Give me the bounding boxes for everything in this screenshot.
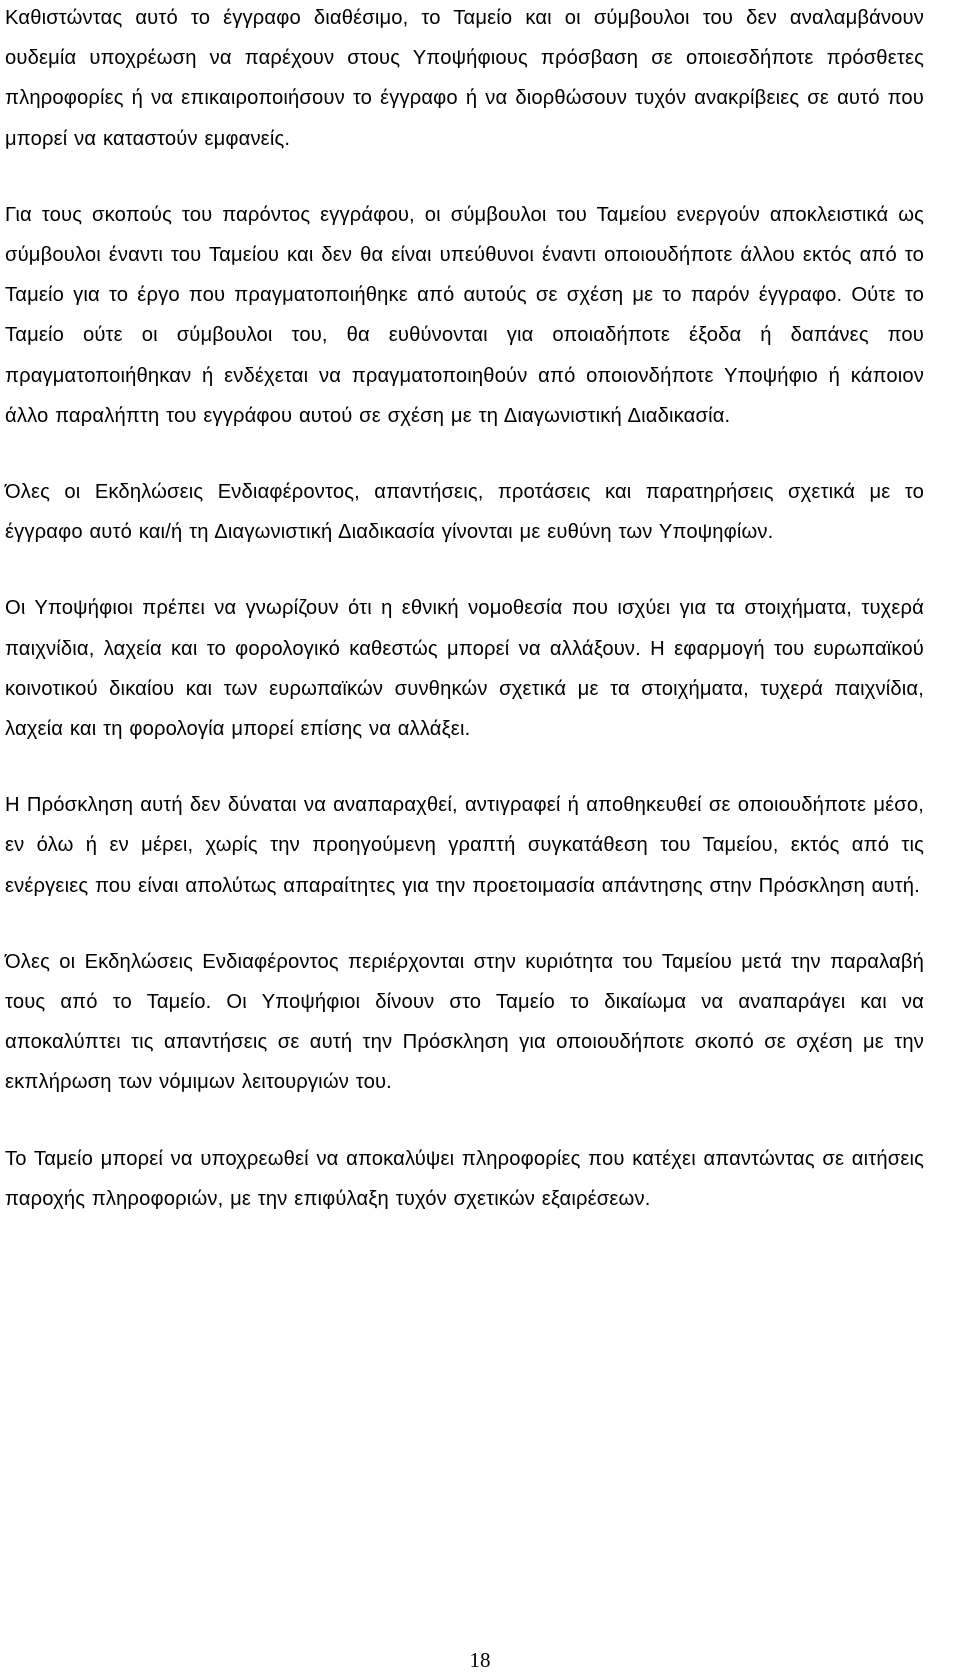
paragraph-advisors-liability: Για τους σκοπούς του παρόντος εγγράφου, οι σύμβουλοι του Ταμείου ενεργούν αποκλειστικά ως σύμβουλοι έναντι του Ταμείου και δεν θα είναι υπεύθυνοι έναντι οποιουδήποτε άλλου εκτός από το Ταμείο για το έργο που πραγματοποιήθηκε από αυτούς σε σχέση με το παρόν έγγραφο. Ούτε το Ταμείο ούτε οι σύμβουλοι του, θα ευθύνονται για οποιαδήποτε έξοδα ή δαπάνες που πραγματοποιήθηκαν ή ενδέχεται να πραγματοποιηθούν από οποιονδήποτε Υποψήφιο ή κάποιον άλλο παραλήπτη του εγγράφου αυτού σε σχέση με τη Διαγωνιστική Διαδικασία. [5,203,924,427]
page-number: 18 [469,1648,491,1672]
paragraph-ownership-of-submissions: Όλες οι Εκδηλώσεις Ενδιαφέροντος περιέρχονται στην κυριότητα του Ταμείου μετά την παραλαβή τους από το Ταμείο. Οι Υποψήφιοι δίνουν στο Ταμείο το δικαίωμα να αναπαράγει και να αποκαλύπτει τις απαντήσεις σε αυτή την Πρόσκληση για οποιουδήποτε σκοπό σε σχέση με την εκπλήρωση των νόμιμων λειτουργιών του. [5,950,924,1094]
paragraph-disclosure-obligation: Το Ταμείο μπορεί να υποχρεωθεί να αποκαλύψει πληροφορίες που κατέχει απαντώντας σε αιτήσεις παροχής πληροφοριών, με την επιφύλαξη τυχόν σχετικών εξαιρέσεων. [5,1147,924,1210]
paragraph-candidate-responsibility: Όλες οι Εκδηλώσεις Ενδιαφέροντος, απαντήσεις, προτάσεις και παρατηρήσεις σχετικά με το έγγραφο αυτό και/ή τη Διαγωνιστική Διαδικασία γίνονται με ευθύνη των Υποψηφίων. [5,481,924,544]
paragraph-legislation-changes: Οι Υποψήφιοι πρέπει να γνωρίζουν ότι η εθνική νομοθεσία που ισχύει για τα στοιχήματα, τυχερά παιχνίδια, λαχεία και το φορολογικό καθεστώς μπορεί να αλλάξουν. Η εφαρμογή του ευρωπαϊκού κοινοτικού δικαίου και των ευρωπαϊκών συνθηκών σχετικά με τα στοιχήματα, τυχερά παιχνίδια, λαχεία και τη φορολογία μπορεί επίσης να αλλάξει. [5,597,924,741]
paragraph-reproduction-restriction: Η Πρόσκληση αυτή δεν δύναται να αναπαραχθεί, αντιγραφεί ή αποθηκευθεί σε οποιουδήποτε μέσο, εν όλω ή εν μέρει, χωρίς την προηγούμενη γραπτή συγκατάθεση του Ταμείου, εκτός από τις ενέργειες που είναι απολύτως απαραίτητες για την προετοιμασία απάντησης στην Πρόσκληση αυτή. [5,794,924,897]
document-body [5,0,924,1219]
paragraph-availability-disclaimer: Καθιστώντας αυτό το έγγραφο διαθέσιμο, το Ταμείο και οι σύμβουλοι του δεν αναλαμβάνουν ουδεμία υποχρέωση να παρέχουν στους Υποψήφιους πρόσβαση σε οποιεσδήποτε πρόσθετες πληροφορίες ή να επικαιροποιήσουν το έγγραφο ή να διορθώσουν τυχόν ανακρίβειες σε αυτό που μπορεί να καταστούν εμφανείς. [5,7,924,150]
